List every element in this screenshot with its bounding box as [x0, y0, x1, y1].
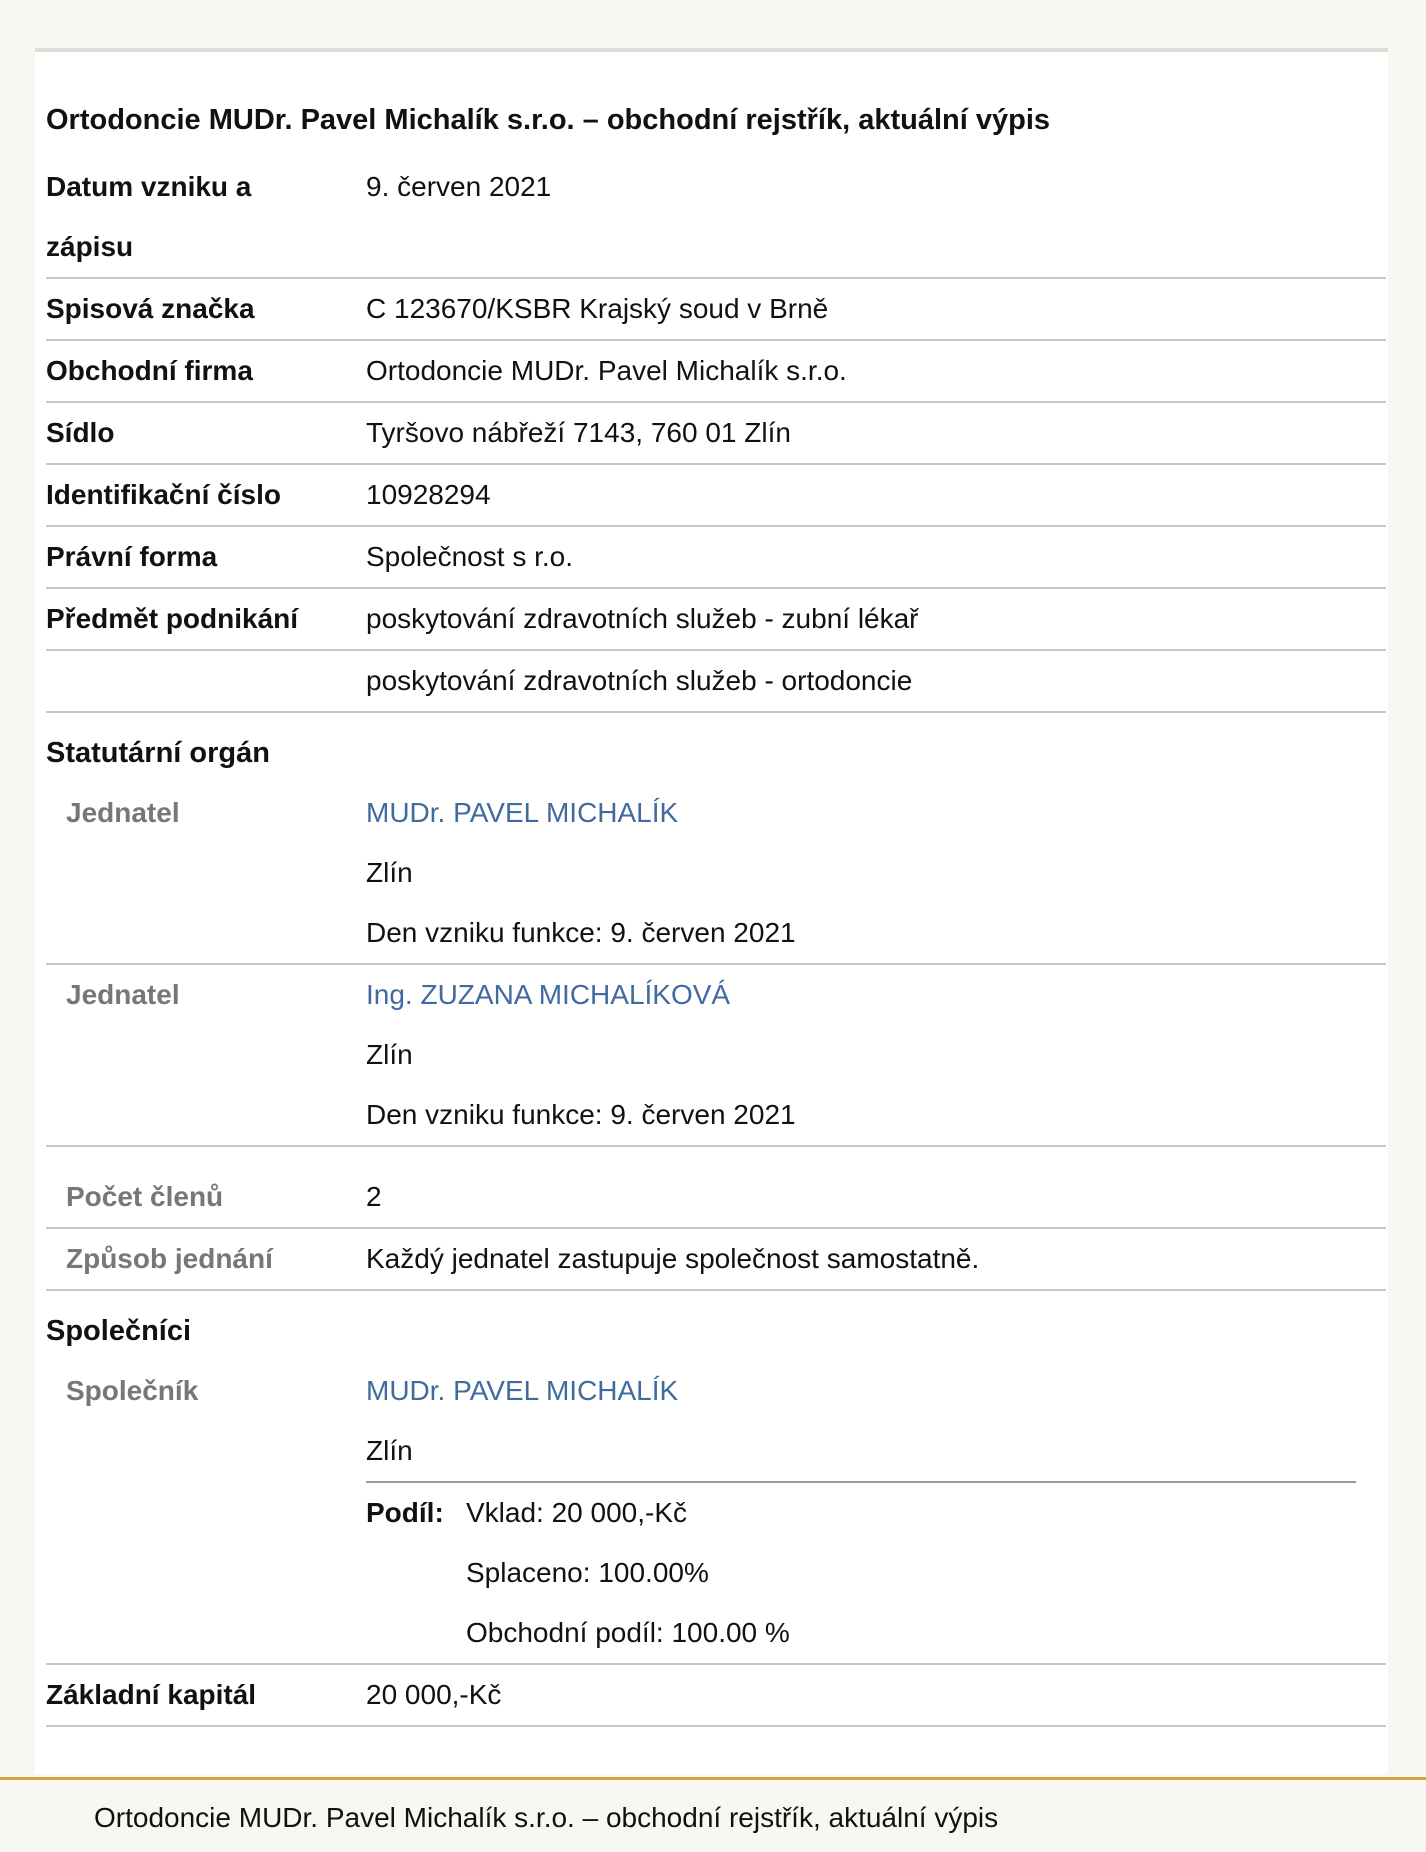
page-title: Ortodoncie MUDr. Pavel Michalík s.r.o. – obchodní rejstřík, aktuální výpis	[46, 104, 1051, 136]
row-label: Předmět podnikání	[46, 603, 299, 634]
member-details	[366, 965, 1386, 1145]
register-extract-panel	[35, 48, 1388, 1774]
row-zakladni-kapital	[46, 1665, 1386, 1727]
member-since: Den vzniku funkce: 9. červen 2021	[366, 917, 796, 948]
share-podil: Obchodní podíl: 100.00 %	[466, 1617, 790, 1648]
share-splaceno: Splaceno: 100.00%	[466, 1557, 709, 1588]
row-value: Tyršovo nábřeží 7143, 760 01 Zlín	[366, 417, 791, 448]
row-value: 2	[366, 1181, 382, 1212]
row-value: 9. červen 2021	[366, 171, 552, 202]
row-value: Každý jednatel zastupuje společnost samostatně.	[366, 1243, 980, 1274]
member-city: Zlín	[366, 857, 413, 888]
share-vklad: Vklad: 20 000,-Kč	[466, 1497, 688, 1528]
row-pocet-clenu	[46, 1147, 1386, 1229]
member-role: Jednatel	[66, 797, 180, 828]
partner-city: Zlín	[366, 1435, 413, 1466]
member-city: Zlín	[366, 1039, 413, 1070]
partner-row	[46, 1361, 1386, 1665]
member-role: Jednatel	[66, 979, 180, 1010]
row-predmet-podnikani-2	[46, 651, 1386, 713]
footer-title: Ortodoncie MUDr. Pavel Michalík s.r.o. – obchodní rejstřík, aktuální výpis	[94, 1802, 999, 1833]
share-block	[366, 1481, 1356, 1663]
row-label: Obchodní firma	[46, 355, 253, 386]
row-spisova-znacka	[46, 279, 1386, 341]
member-name-link[interactable]: Ing. ZUZANA MICHALÍKOVÁ	[366, 979, 731, 1010]
row-label: Způsob jednání	[66, 1243, 273, 1274]
member-since: Den vzniku funkce: 9. červen 2021	[366, 1099, 796, 1130]
row-label: Počet členů	[66, 1181, 224, 1212]
row-value: 20 000,-Kč	[366, 1679, 502, 1710]
row-value: Ortodoncie MUDr. Pavel Michalík s.r.o.	[366, 355, 847, 386]
row-pravni-forma	[46, 527, 1386, 589]
member-details	[366, 783, 1386, 963]
row-value: 10928294	[366, 479, 491, 510]
row-label	[46, 157, 366, 277]
row-zpusob-jednani	[46, 1229, 1386, 1291]
row-datum-vzniku	[46, 157, 1386, 279]
row-label-line1: Datum vzniku a	[46, 171, 252, 202]
member-row	[46, 783, 1386, 965]
section-heading-statutarni: Statutární orgán	[46, 737, 270, 769]
partner-details	[366, 1361, 1386, 1663]
member-name-link[interactable]: MUDr. PAVEL MICHALÍK	[366, 797, 679, 828]
row-value: Společnost s r.o.	[366, 541, 574, 572]
row-label: Sídlo	[46, 417, 115, 448]
share-label: Podíl:	[366, 1497, 444, 1528]
row-identifikacni-cislo	[46, 465, 1386, 527]
row-label: Identifikační číslo	[46, 479, 281, 510]
row-predmet-podnikani	[46, 589, 1386, 651]
row-value: poskytování zdravotních služeb - zubní lékař	[366, 603, 919, 634]
section-heading-spolecnici: Společníci	[46, 1315, 192, 1347]
footer-divider	[0, 1777, 1426, 1780]
row-value: poskytování zdravotních služeb - ortodoncie	[366, 665, 913, 696]
row-sidlo	[46, 403, 1386, 465]
row-value: C 123670/KSBR Krajský soud v Brně	[366, 293, 829, 324]
partner-name-link[interactable]: MUDr. PAVEL MICHALÍK	[366, 1375, 679, 1406]
row-label: Spisová značka	[46, 293, 255, 324]
row-label-line2: zápisu	[46, 231, 134, 262]
row-label: Právní forma	[46, 541, 218, 572]
share-values	[466, 1483, 1356, 1663]
row-obchodni-firma	[46, 341, 1386, 403]
partner-role: Společník	[66, 1375, 199, 1406]
row-label-empty	[46, 651, 366, 711]
member-row	[46, 965, 1386, 1147]
row-label: Základní kapitál	[46, 1679, 257, 1710]
register-table	[46, 157, 1386, 1727]
